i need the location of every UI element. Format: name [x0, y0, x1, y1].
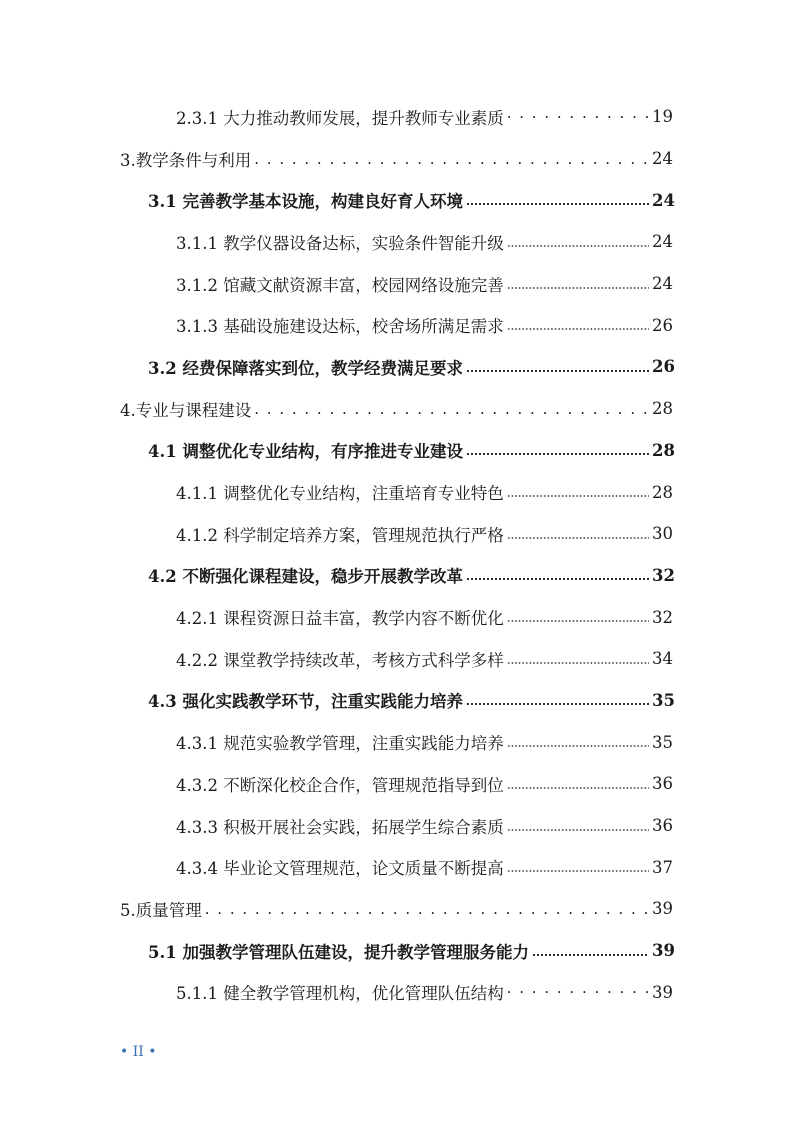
toc-entry-title: 4.1.2 科学制定培养方案，管理规范执行严格: [176, 525, 504, 545]
toc-entry-page-number: 35: [652, 732, 673, 752]
toc-entry-page-number: 28: [652, 399, 673, 419]
toc-entry-level-2[interactable]: [0, 680, 794, 722]
toc-entry-title: 3.1.2 馆藏文献资源丰富，校园网络设施完善: [176, 275, 504, 295]
toc-entry-title: 3.2 经费保障落实到位，教学经费满足要求: [148, 358, 463, 378]
toc-entry-level-3[interactable]: [0, 971, 794, 1013]
toc-entry-title: 3.1.3 基础设施建设达标，校舍场所满足需求: [176, 317, 504, 337]
toc-entry-level-2[interactable]: [0, 179, 794, 221]
toc-entry-level-3[interactable]: [0, 805, 794, 847]
toc-dot-leader: [466, 568, 649, 582]
toc-dot-leader: [254, 406, 649, 420]
toc-dot-leader: [205, 906, 649, 920]
toc-entry-title: 4.1.1 调整优化专业结构，注重培育专业特色: [176, 484, 504, 504]
page-number-footer: • II •: [120, 1044, 157, 1060]
toc-entry-title: 3.1.1 教学仪器设备达标，实验条件智能升级: [176, 233, 504, 253]
toc-entry-title: 4.3 强化实践教学环节，注重实践能力培养: [148, 692, 463, 712]
toc-entry-level-3[interactable]: [0, 263, 794, 305]
toc-dot-leader: [466, 193, 649, 207]
toc-entry-page-number: 39: [652, 941, 675, 961]
toc-entry-page-number: 32: [652, 565, 675, 585]
toc-entry-level-3[interactable]: [0, 513, 794, 555]
toc-entry-page-number: 39: [652, 982, 673, 1002]
toc-entry-page-number: 26: [652, 315, 673, 335]
toc-entry-page-number: 36: [652, 774, 673, 794]
toc-entry-page-number: 28: [652, 440, 675, 460]
toc-entry-title: 4.专业与课程建设: [120, 400, 252, 420]
toc-entry-page-number: 37: [652, 857, 673, 877]
toc-entry-title: 4.3.4 毕业论文管理规范，论文质量不断提高: [176, 859, 504, 879]
toc-entry-title: 4.2.1 课程资源日益丰富，教学内容不断优化: [176, 609, 504, 629]
toc-entry-level-3[interactable]: [0, 304, 794, 346]
toc-dot-leader: [254, 156, 649, 170]
toc-entry-title: 4.1 调整优化专业结构，有序推进专业建设: [148, 442, 463, 462]
toc-entry-title: 5.1 加强教学管理队伍建设，提升教学管理服务能力: [148, 942, 529, 962]
toc-entry-title: 3.教学条件与利用: [120, 150, 252, 170]
toc-dot-leader: [507, 652, 649, 666]
toc-entry-page-number: 34: [652, 649, 673, 669]
toc-dot-leader: [507, 777, 649, 791]
toc-entry-page-number: 19: [652, 107, 673, 127]
toc-entry-level-2[interactable]: [0, 555, 794, 597]
toc-dot-leader: [466, 693, 649, 707]
toc-entry-page-number: 39: [652, 899, 673, 919]
toc-entry-page-number: 26: [652, 357, 675, 377]
toc-dot-leader: [507, 485, 649, 499]
table-of-contents: [0, 96, 794, 1013]
toc-entry-page-number: 24: [652, 190, 675, 210]
toc-dot-leader: [507, 527, 649, 541]
toc-dot-leader: [507, 318, 649, 332]
toc-dot-leader: [507, 235, 649, 249]
toc-entry-title: 4.3.3 积极开展社会实践，拓展学生综合素质: [176, 817, 504, 837]
toc-entry-level-2[interactable]: [0, 930, 794, 972]
toc-entry-level-1[interactable]: [0, 388, 794, 430]
toc-entry-level-2[interactable]: [0, 346, 794, 388]
toc-dot-leader: [507, 819, 649, 833]
toc-entry-title: 5.质量管理: [120, 900, 202, 920]
toc-entry-level-3[interactable]: [0, 721, 794, 763]
toc-entry-page-number: 35: [652, 690, 675, 710]
toc-entry-page-number: 32: [652, 607, 673, 627]
toc-entry-page-number: 24: [652, 149, 673, 169]
toc-entry-page-number: 28: [652, 482, 673, 502]
toc-entry-level-3[interactable]: [0, 96, 794, 138]
toc-entry-title: 4.3.2 不断深化校企合作，管理规范指导到位: [176, 775, 504, 795]
toc-entry-level-2[interactable]: [0, 430, 794, 472]
toc-dot-leader: [466, 443, 649, 457]
toc-entry-title: 5.1.1 健全教学管理机构，优化管理队伍结构: [176, 984, 504, 1004]
toc-entry-title: 2.3.1 大力推动教师发展，提升教师专业素质: [176, 108, 504, 128]
toc-dot-leader: [532, 944, 649, 958]
toc-entry-level-3[interactable]: [0, 638, 794, 680]
toc-entry-level-1[interactable]: [0, 888, 794, 930]
toc-entry-level-3[interactable]: [0, 846, 794, 888]
toc-entry-page-number: 36: [652, 816, 673, 836]
toc-entry-level-1[interactable]: [0, 138, 794, 180]
toc-entry-level-3[interactable]: [0, 763, 794, 805]
toc-entry-title: 4.2 不断强化课程建设，稳步开展教学改革: [148, 567, 463, 587]
toc-entry-title: 4.3.1 规范实验教学管理，注重实践能力培养: [176, 734, 504, 754]
toc-entry-page-number: 24: [652, 274, 673, 294]
toc-dot-leader: [507, 277, 649, 291]
toc-entry-level-3[interactable]: [0, 471, 794, 513]
toc-dot-leader: [507, 610, 649, 624]
toc-entry-page-number: 24: [652, 232, 673, 252]
toc-entry-level-3[interactable]: [0, 596, 794, 638]
toc-dot-leader: [507, 735, 649, 749]
toc-dot-leader: [507, 860, 649, 874]
toc-entry-page-number: 30: [652, 524, 673, 544]
toc-dot-leader: [507, 985, 649, 999]
toc-entry-level-3[interactable]: [0, 221, 794, 263]
toc-entry-title: 3.1 完善教学基本设施，构建良好育人环境: [148, 192, 463, 212]
toc-dot-leader: [507, 110, 649, 124]
toc-entry-title: 4.2.2 课堂教学持续改革，考核方式科学多样: [176, 650, 504, 670]
toc-dot-leader: [466, 360, 649, 374]
